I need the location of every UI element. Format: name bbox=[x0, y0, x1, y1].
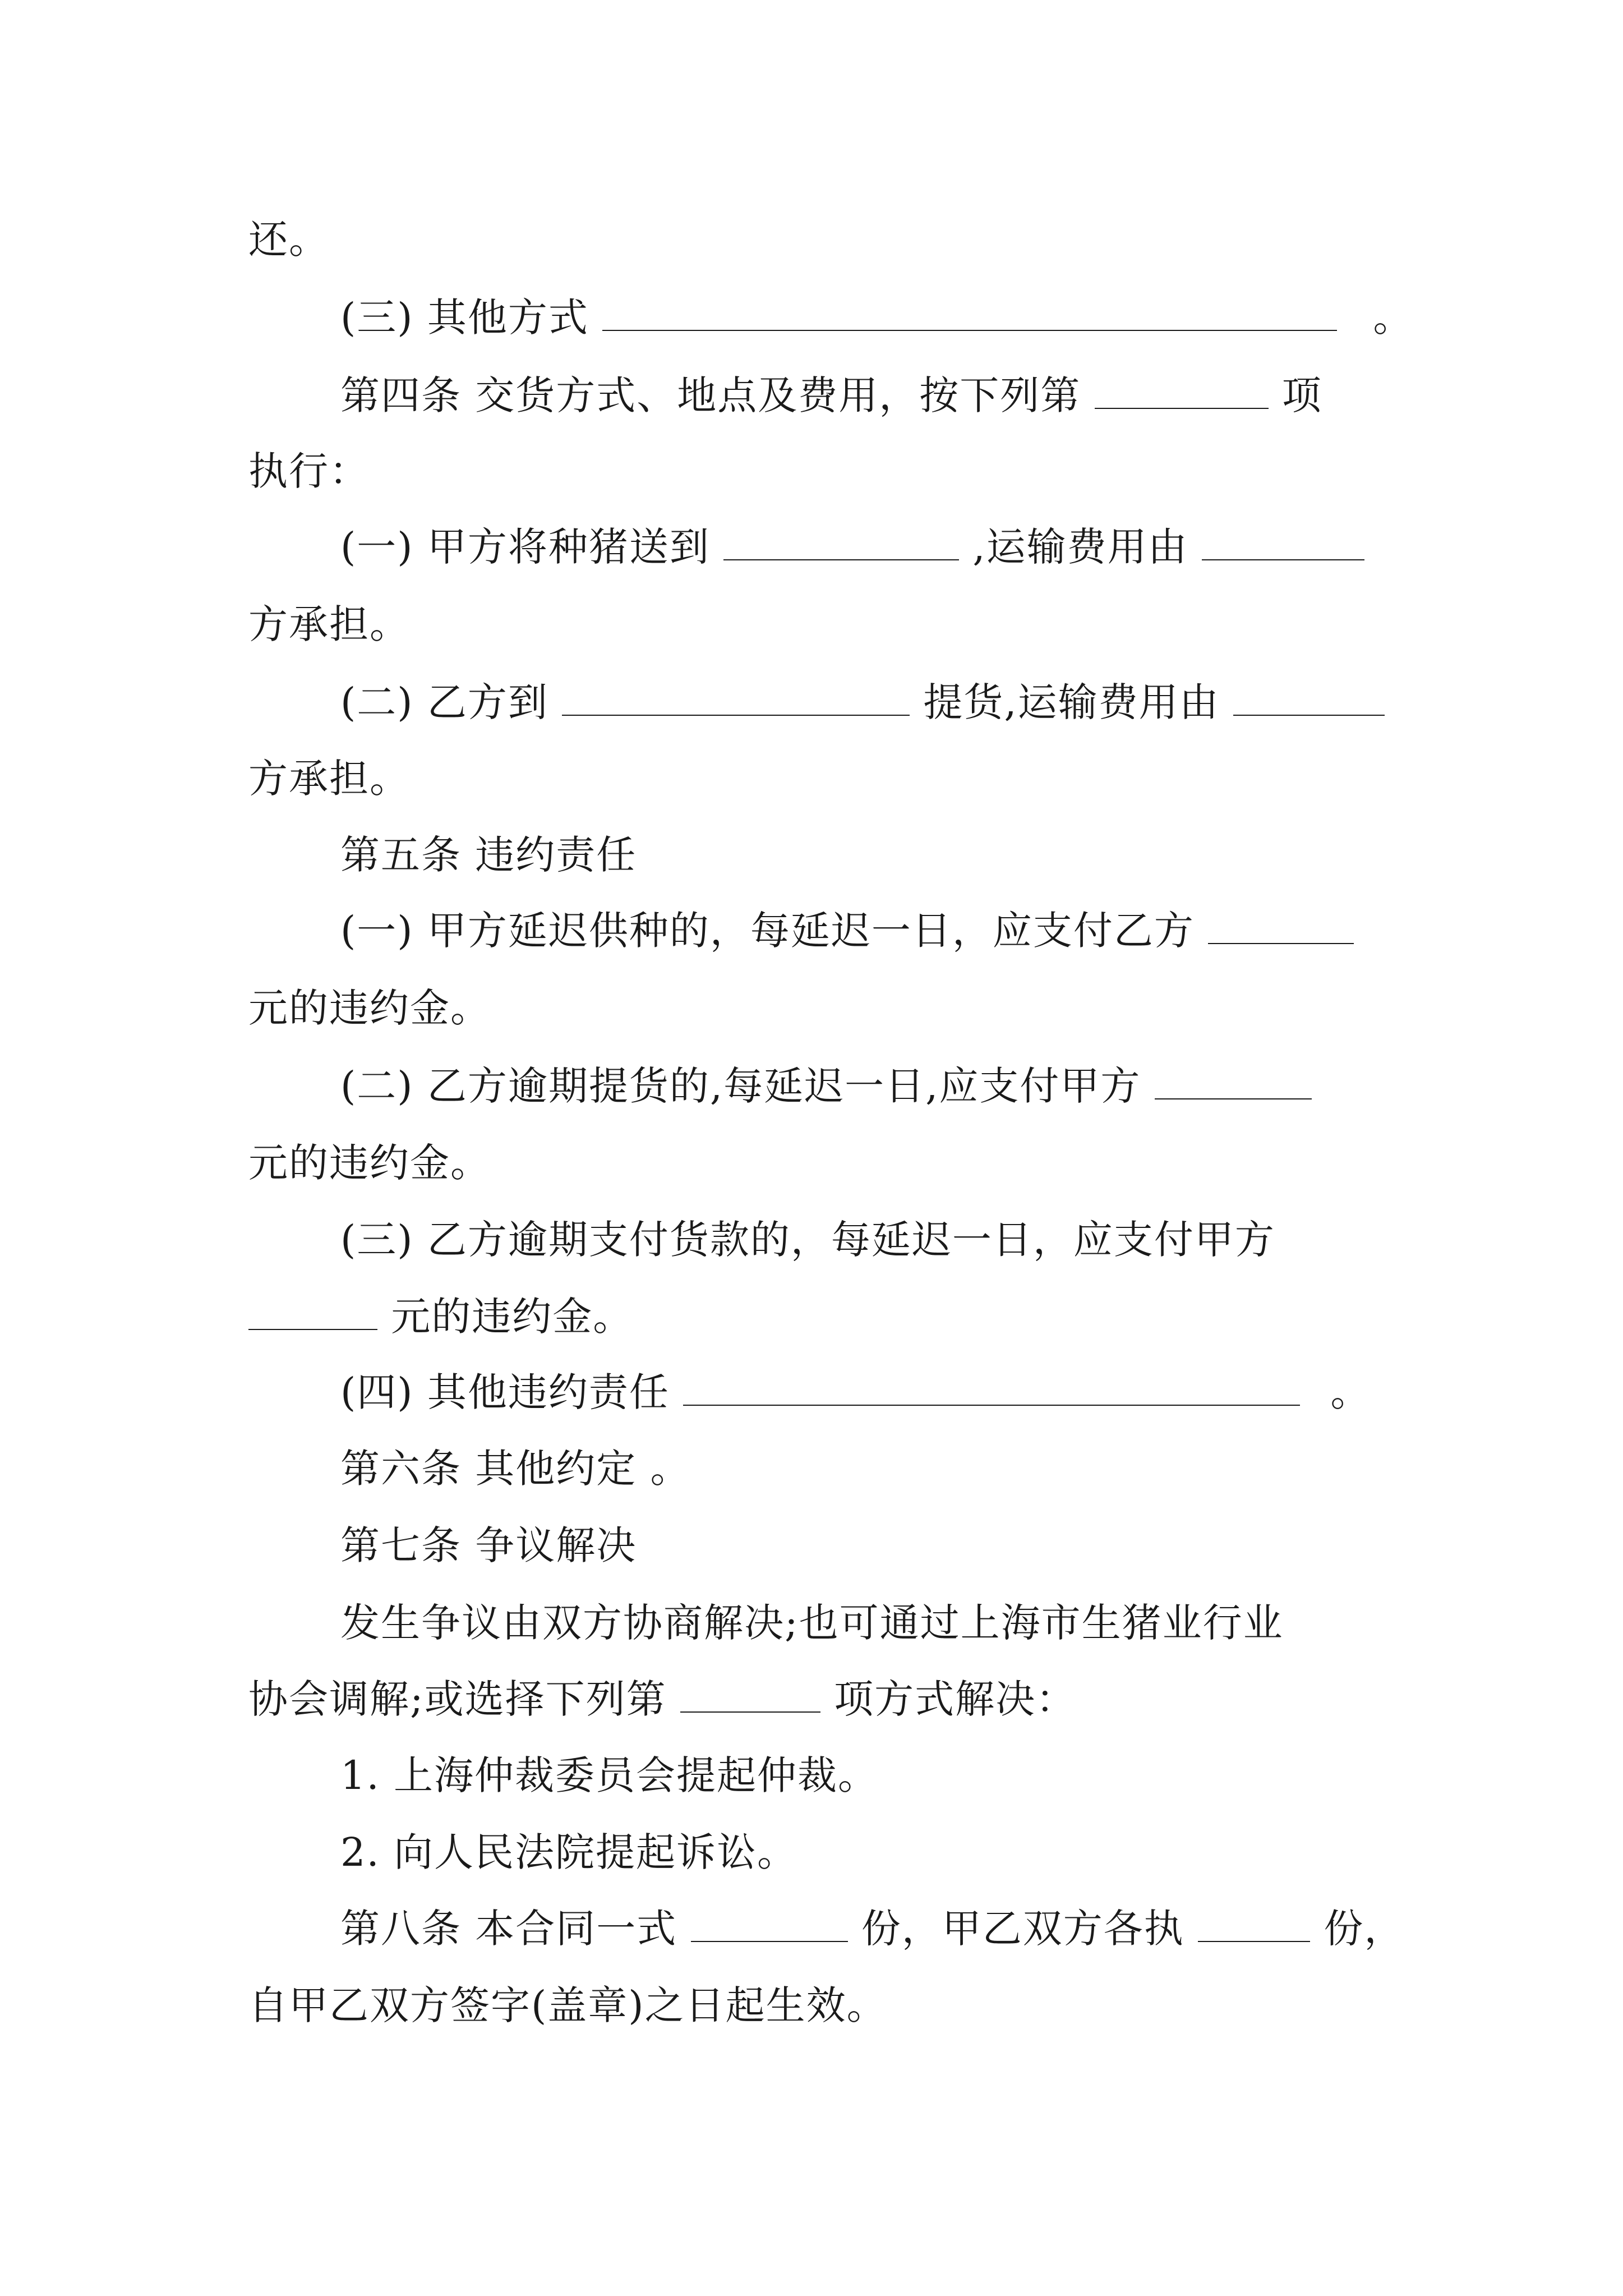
blank-field-delivery-place[interactable] bbox=[723, 526, 959, 560]
line-text: 份， bbox=[1324, 1906, 1405, 1952]
line-text: (一) 甲方将种猪送到 bbox=[340, 524, 710, 570]
text-line bbox=[248, 446, 1393, 496]
text-line bbox=[248, 214, 1393, 265]
blank-field-penalty-amount[interactable] bbox=[1208, 909, 1354, 944]
option-1 bbox=[340, 1750, 1395, 1801]
text-line bbox=[340, 1598, 1395, 1648]
line-text: 还。 bbox=[248, 217, 329, 263]
line-text: 。 bbox=[1373, 295, 1414, 341]
line-text: 第四条 交货方式、地点及费用，按下列第 bbox=[340, 372, 1081, 418]
clause-5-1 bbox=[340, 905, 1395, 956]
text-line bbox=[248, 1980, 1393, 2031]
line-text: 元的违约金。 bbox=[248, 1140, 491, 1186]
text-line bbox=[248, 1138, 1393, 1188]
line-text: 元的违约金。 bbox=[248, 985, 491, 1031]
line-text: 执行： bbox=[248, 448, 370, 494]
line-text: 元的违约金。 bbox=[391, 1294, 634, 1340]
text-line bbox=[248, 1674, 1393, 1724]
line-text: (三) 乙方逾期支付货款的，每延迟一日，应支付甲方 bbox=[340, 1217, 1275, 1263]
line-text: 份，甲乙双方各执 bbox=[861, 1906, 1184, 1952]
blank-field-penalty-amount[interactable] bbox=[1155, 1065, 1312, 1099]
line-text: 项方式解决： bbox=[834, 1676, 1077, 1722]
line-text: 方承担。 bbox=[248, 756, 410, 802]
clause-4-2 bbox=[340, 677, 1395, 728]
line-text: 方承担。 bbox=[248, 601, 410, 647]
clause-5-3-cont bbox=[248, 1291, 1393, 1342]
article-7-heading bbox=[340, 1520, 1395, 1571]
line-text: 2. 向人民法院提起诉讼。 bbox=[340, 1829, 798, 1875]
line-text: 第八条 本合同一式 bbox=[340, 1906, 677, 1952]
clause-5-2 bbox=[340, 1061, 1395, 1111]
blank-field-pickup-place[interactable] bbox=[562, 681, 910, 716]
blank-field-cost-party[interactable] bbox=[1202, 526, 1364, 560]
blank-field-penalty-amount[interactable] bbox=[248, 1295, 377, 1330]
article-6 bbox=[340, 1443, 1395, 1494]
line-text: 自甲乙双方签字(盖章)之日起生效。 bbox=[248, 1982, 887, 2028]
line-text: (一) 甲方延迟供种的，每延迟一日，应支付乙方 bbox=[340, 908, 1195, 954]
article-5-heading bbox=[340, 830, 1395, 880]
clause-4-1 bbox=[340, 522, 1395, 572]
line-text: (二) 乙方到 bbox=[340, 679, 548, 725]
line-text: 第七条 争议解决 bbox=[340, 1522, 637, 1568]
text-line bbox=[248, 599, 1393, 650]
article-8 bbox=[340, 1903, 1405, 1954]
blank-field-dispute-option[interactable] bbox=[680, 1678, 820, 1713]
option-2 bbox=[340, 1827, 1395, 1878]
line-text: ,运输费用由 bbox=[972, 524, 1188, 570]
blank-field-copies-each[interactable] bbox=[1198, 1907, 1310, 1942]
line-text: 1. 上海仲裁委员会提起仲裁。 bbox=[340, 1752, 879, 1798]
line-text: 。 bbox=[1330, 1369, 1371, 1415]
blank-field-item-number[interactable] bbox=[1095, 374, 1269, 409]
article-4-heading bbox=[340, 370, 1395, 421]
blank-field-copies-total[interactable] bbox=[691, 1907, 848, 1942]
clause-5-4 bbox=[340, 1367, 1395, 1418]
blank-field-other-liability[interactable] bbox=[683, 1371, 1300, 1406]
line-text: (三) 其他方式 bbox=[340, 295, 589, 341]
blank-field-cost-party[interactable] bbox=[1233, 681, 1385, 716]
line-text: (二) 乙方逾期提货的,每延迟一日,应支付甲方 bbox=[340, 1063, 1141, 1109]
line-text: 第五条 违约责任 bbox=[340, 832, 637, 878]
line-text: (四) 其他违约责任 bbox=[340, 1369, 670, 1415]
line-text: 第六条 其他约定 。 bbox=[340, 1446, 691, 1492]
clause-5-3 bbox=[340, 1214, 1395, 1265]
line-text: 提货,运输费用由 bbox=[923, 679, 1220, 725]
line-text: 项 bbox=[1281, 372, 1322, 418]
clause-3-3-other-method bbox=[340, 292, 1414, 343]
line-text: 协会调解;或选择下列第 bbox=[248, 1676, 667, 1722]
line-text: 发生争议由双方协商解决;也可通过上海市生猪业行业 bbox=[340, 1600, 1284, 1646]
text-line bbox=[248, 753, 1393, 804]
text-line bbox=[248, 983, 1393, 1033]
blank-field-other-method[interactable] bbox=[602, 296, 1337, 331]
